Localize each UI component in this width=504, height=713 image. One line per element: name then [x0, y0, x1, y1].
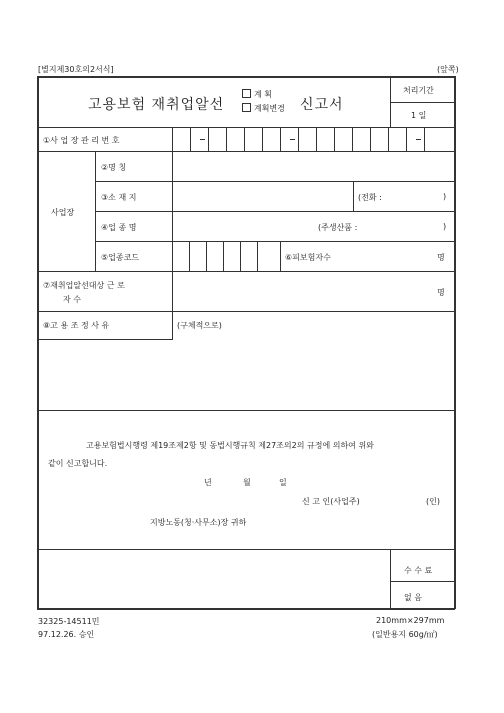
placement-target-label: ⑦재취업알선대상 근 로	[43, 281, 125, 290]
date-year-label: 년	[204, 478, 212, 487]
address-label: ③소 재 지	[101, 193, 137, 202]
business-site-group-label: 사업장	[51, 208, 75, 217]
insured-count-unit: 명	[437, 253, 445, 262]
industry-name-label: ④업 종 명	[101, 223, 137, 232]
business-name-label: ②명 칭	[101, 163, 127, 172]
phone-close: )	[443, 192, 447, 201]
address-field[interactable]	[174, 183, 350, 210]
insured-count-field[interactable]	[352, 244, 432, 269]
option-plan-change[interactable]	[242, 103, 285, 114]
option-plan[interactable]	[242, 89, 272, 100]
declaration-text-line1: 고용보험법시행령 제19조제2항 및 동법시행규칙 제27조의2의 규정에 의하여 위와	[86, 441, 374, 450]
date-month-label: 월	[243, 478, 251, 487]
checkbox-plan-change[interactable]	[242, 103, 251, 112]
industry-name-field[interactable]	[174, 213, 314, 240]
fee-label: 수 수 료	[404, 566, 433, 575]
adjustment-reason-field[interactable]	[40, 341, 452, 408]
phone-label: (전화 :	[358, 193, 382, 202]
adjustment-reason-label: ⑧고 용 조 정 사 유	[43, 321, 110, 330]
placement-target-field[interactable]	[174, 273, 432, 309]
main-product-close: )	[443, 222, 447, 231]
management-number-label: ①사 업 장 관 리 번 호	[43, 136, 120, 145]
insured-count-label: ⑥피보험자수	[285, 253, 331, 262]
processing-period-value: 1 일	[411, 111, 427, 120]
industry-code-label: ⑤업종코드	[101, 253, 140, 262]
form-title: 고용보험 재취업알선	[88, 97, 225, 113]
seal-mark: (인)	[426, 497, 440, 506]
page-side-label: (앞쪽)	[437, 65, 459, 74]
paper-size: 210mm×297mm	[376, 616, 445, 625]
form-number: 32325-14511민	[38, 617, 100, 626]
placement-target-unit: 명	[437, 288, 445, 297]
form-title-suffix: 신고서	[300, 97, 344, 113]
fee-value: 없 음	[404, 593, 422, 602]
option-plan-label: 계 획	[254, 90, 272, 99]
recipient-label: 지방노동(청·사무소)장 귀하	[150, 518, 247, 527]
checkbox-plan[interactable]	[242, 89, 251, 98]
main-product-label: (주생산품 :	[318, 223, 358, 232]
adjustment-reason-hint: (구체적으로)	[177, 321, 222, 330]
processing-period-label: 처리기간	[403, 86, 434, 95]
declaration-text-line2: 같이 신고합니다.	[48, 459, 108, 468]
paper-type: (일반용지 60g/㎡)	[372, 630, 438, 639]
date-day-label: 일	[279, 478, 287, 487]
approval-date: 97.12.26. 승인	[38, 630, 95, 639]
form-code: [별지제30호의2서식]	[38, 65, 114, 74]
business-name-field[interactable]	[174, 153, 452, 180]
option-plan-change-label: 계획변경	[254, 104, 285, 113]
placement-target-label-2: 자 수	[63, 295, 81, 304]
declarant-field[interactable]	[386, 492, 416, 506]
declarant-label: 신 고 인(사업주)	[302, 497, 360, 506]
